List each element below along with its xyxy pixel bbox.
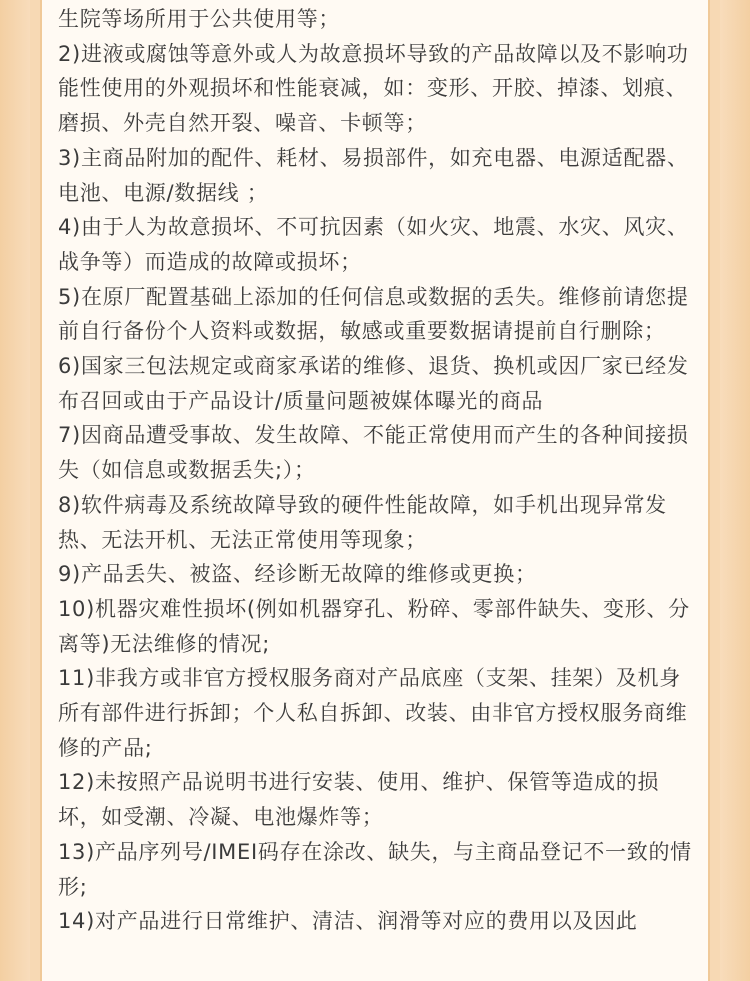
term-item-8: 8)软件病毒及系统故障导致的硬件性能故障，如手机出现异常发热、无法开机、无法正常使用等现象；: [58, 492, 667, 552]
term-item-5: 5)在原厂配置基础上添加的任何信息或数据的丢失。维修前请您提前自行备份个人资料或数据，敏感或重要数据请提前自行删除；: [58, 284, 689, 344]
exclusion-terms-list: [42, 0, 708, 939]
term-item-14: 14)对产品进行日常维护、清洁、润滑等对应的费用以及因此: [58, 909, 638, 934]
document-panel: [40, 0, 710, 981]
term-item-6: 6)国家三包法规定或商家承诺的维修、退货、换机或因厂家已经发布召回或由于产品设计/质量问题被媒体曝光的商品: [58, 354, 689, 413]
term-item-7: 7)因商品遭受事故、发生故障、不能正常使用而产生的各种间接损失（如信息或数据丢失;）；: [58, 423, 689, 483]
term-item-10: 10)机器灾难性损坏(例如机器穿孔、粉碎、零部件缺失、变形、分离等)无法维修的情况;: [58, 596, 690, 656]
right-decorative-band: [720, 0, 750, 981]
term-item-2: 2)进液或腐蚀等意外或人为故意损坏导致的产品故障以及不影响功能性使用的外观损坏和性能衰减，如：变形、开胶、掉漆、划痕、磨损、外壳自然开裂、噪音、卡顿等；: [58, 41, 689, 136]
term-item-4: 4)由于人为故意损坏、不可抗因素（如火灾、地震、水灾、风灾、战争等）而造成的故障或损坏；: [58, 215, 689, 274]
term-item-3: 3)主商品附加的配件、耗材、易损部件，如充电器、电源适配器、电池、电源/数据线 ；: [58, 145, 689, 205]
left-decorative-band: [0, 0, 30, 981]
term-item-continuation: 生院等场所用于公共使用等；: [58, 7, 341, 31]
term-item-13: 13)产品序列号/IMEI码存在涂改、缺失，与主商品登记不一致的情形;: [58, 839, 692, 899]
term-item-9: 9)产品丢失、被盗、经诊断无故障的维修或更换；: [58, 562, 537, 587]
term-item-11: 11)非我方或非官方授权服务商对产品底座（支架、挂架）及机身所有部件进行拆卸；个人私自拆卸、改装、由非官方授权服务商维修的产品;: [58, 666, 688, 760]
term-item-12: 12)未按照产品说明书进行安装、使用、维护、保管等造成的损坏，如受潮、冷凝、电池爆炸等；: [58, 770, 660, 830]
